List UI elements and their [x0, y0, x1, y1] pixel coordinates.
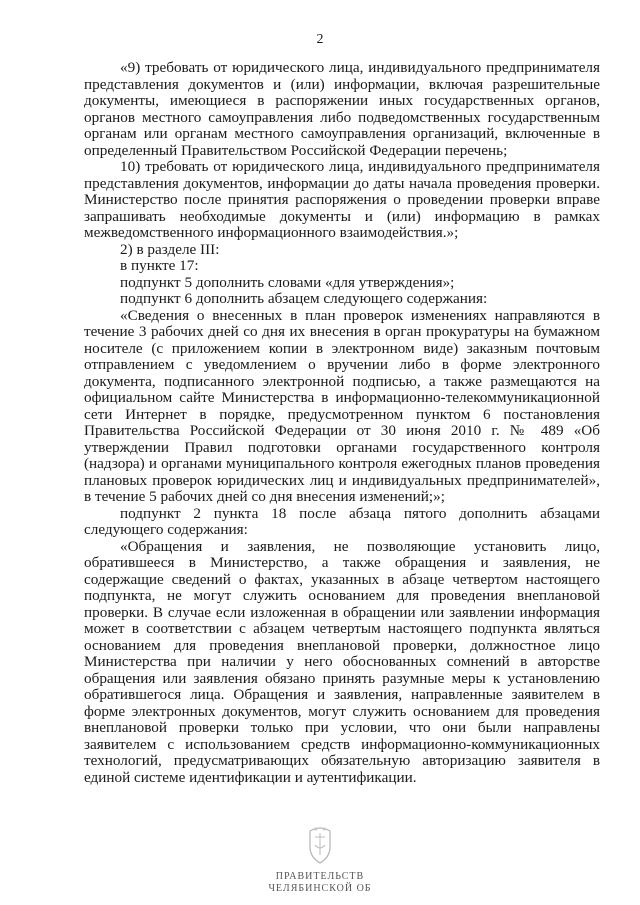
document-body: [84, 60, 600, 786]
paragraph-point-17: в пункте 17:: [120, 257, 199, 274]
coat-of-arms-icon: [306, 825, 334, 865]
stamp-text-line1: ПРАВИТЕЛЬСТВ: [275, 871, 365, 882]
paragraph-item-9: «9) требовать от юридического лица, индивидуального предпринимателя представления документов и (или) информации, включая разрешительные документы, имеющиеся в распоряжении иных государственных органов, органов местного самоуправления либо подведомственных государственным органам или органам местного самоуправления организаций, включенные в определенный Правительством Российской Федерации перечень;: [84, 59, 600, 159]
paragraph-section-3: 2) в разделе III:: [120, 240, 220, 258]
paragraph-subpoint-6: подпункт 6 дополнить абзацем следующего содержания:: [120, 290, 488, 307]
paragraph-point-18: подпункт 2 пункта 18 после абзаца пятого дополнить абзацами следующего содержания:: [84, 504, 600, 538]
paragraph-plan-changes: «Сведения о внесенных в план проверок изменениях направляются в течение 3 рабочих дней со дня их внесения в орган прокуратуры на бумажном носителе (с приложением копии в электронном виде) заказным почтовым отправлением с уведомлением о вручении либо в форме электронного документа, подписанного электронной подписью, а также размещаются на официальном сайте Министерства в информационно-телекоммуникационной сети Интернет в порядке, предусмотренном пунктом 6 постановления Правительства Российской Федерации от 30 июня 2010 г. № 489 «Об утверждении Правил подготовки органами государственного контроля (надзора) и органами муниципального контроля ежегодных планов проведения плановых проверок юридических лиц и индивидуальных предпринимателей», в течение 5 рабочих дней со дня внесения изменений;»;: [84, 306, 600, 505]
page-number: 2: [316, 32, 324, 47]
paragraph-subpoint-5: подпункт 5 дополнить словами «для утверждения»;: [120, 273, 455, 291]
stamp-text-line2: ЧЕЛЯБИНСКОЙ ОБ: [268, 883, 372, 894]
paragraph-item-10: 10) требовать от юридического лица, индивидуального предпринимателя представления документов, информации до даты начала проведения проверки. Министерство после принятия распоряжения о проведении проверки вправе запрашивать необходимые документы и (или) информацию в рамках межведомственного информационного взаимодействия.»;: [84, 158, 600, 241]
official-stamp: [210, 825, 430, 895]
paragraph-appeals: «Обращения и заявления, не позволяющие установить лицо, обратившееся в Министерство, а также обращения и заявления, не содержащие сведений о фактах, указанных в абзаце четвертом настоящего подпункта, не могут служить основанием для проведения внеплановой проверки. В случае если изложенная в обращении или заявлении информация может в соответствии с абзацем четвертым настоящего подпункта являться основанием для проведения внеплановой проверки, должностное лицо Министерства при наличии у него обоснованных сомнений в авторстве обращения или заявления обязано принять разумные меры к установлению обратившегося лица. Обращения и заявления, направленные заявителем в форме электронных документов, могут служить основанием для проведения внеплановой проверки только при условии, что они были направлены заявителем с использованием средств информационно-коммуникационных технологий, предусматривающих обязательную авторизацию заявителя в единой системе идентификации и аутентификации.: [84, 537, 600, 786]
